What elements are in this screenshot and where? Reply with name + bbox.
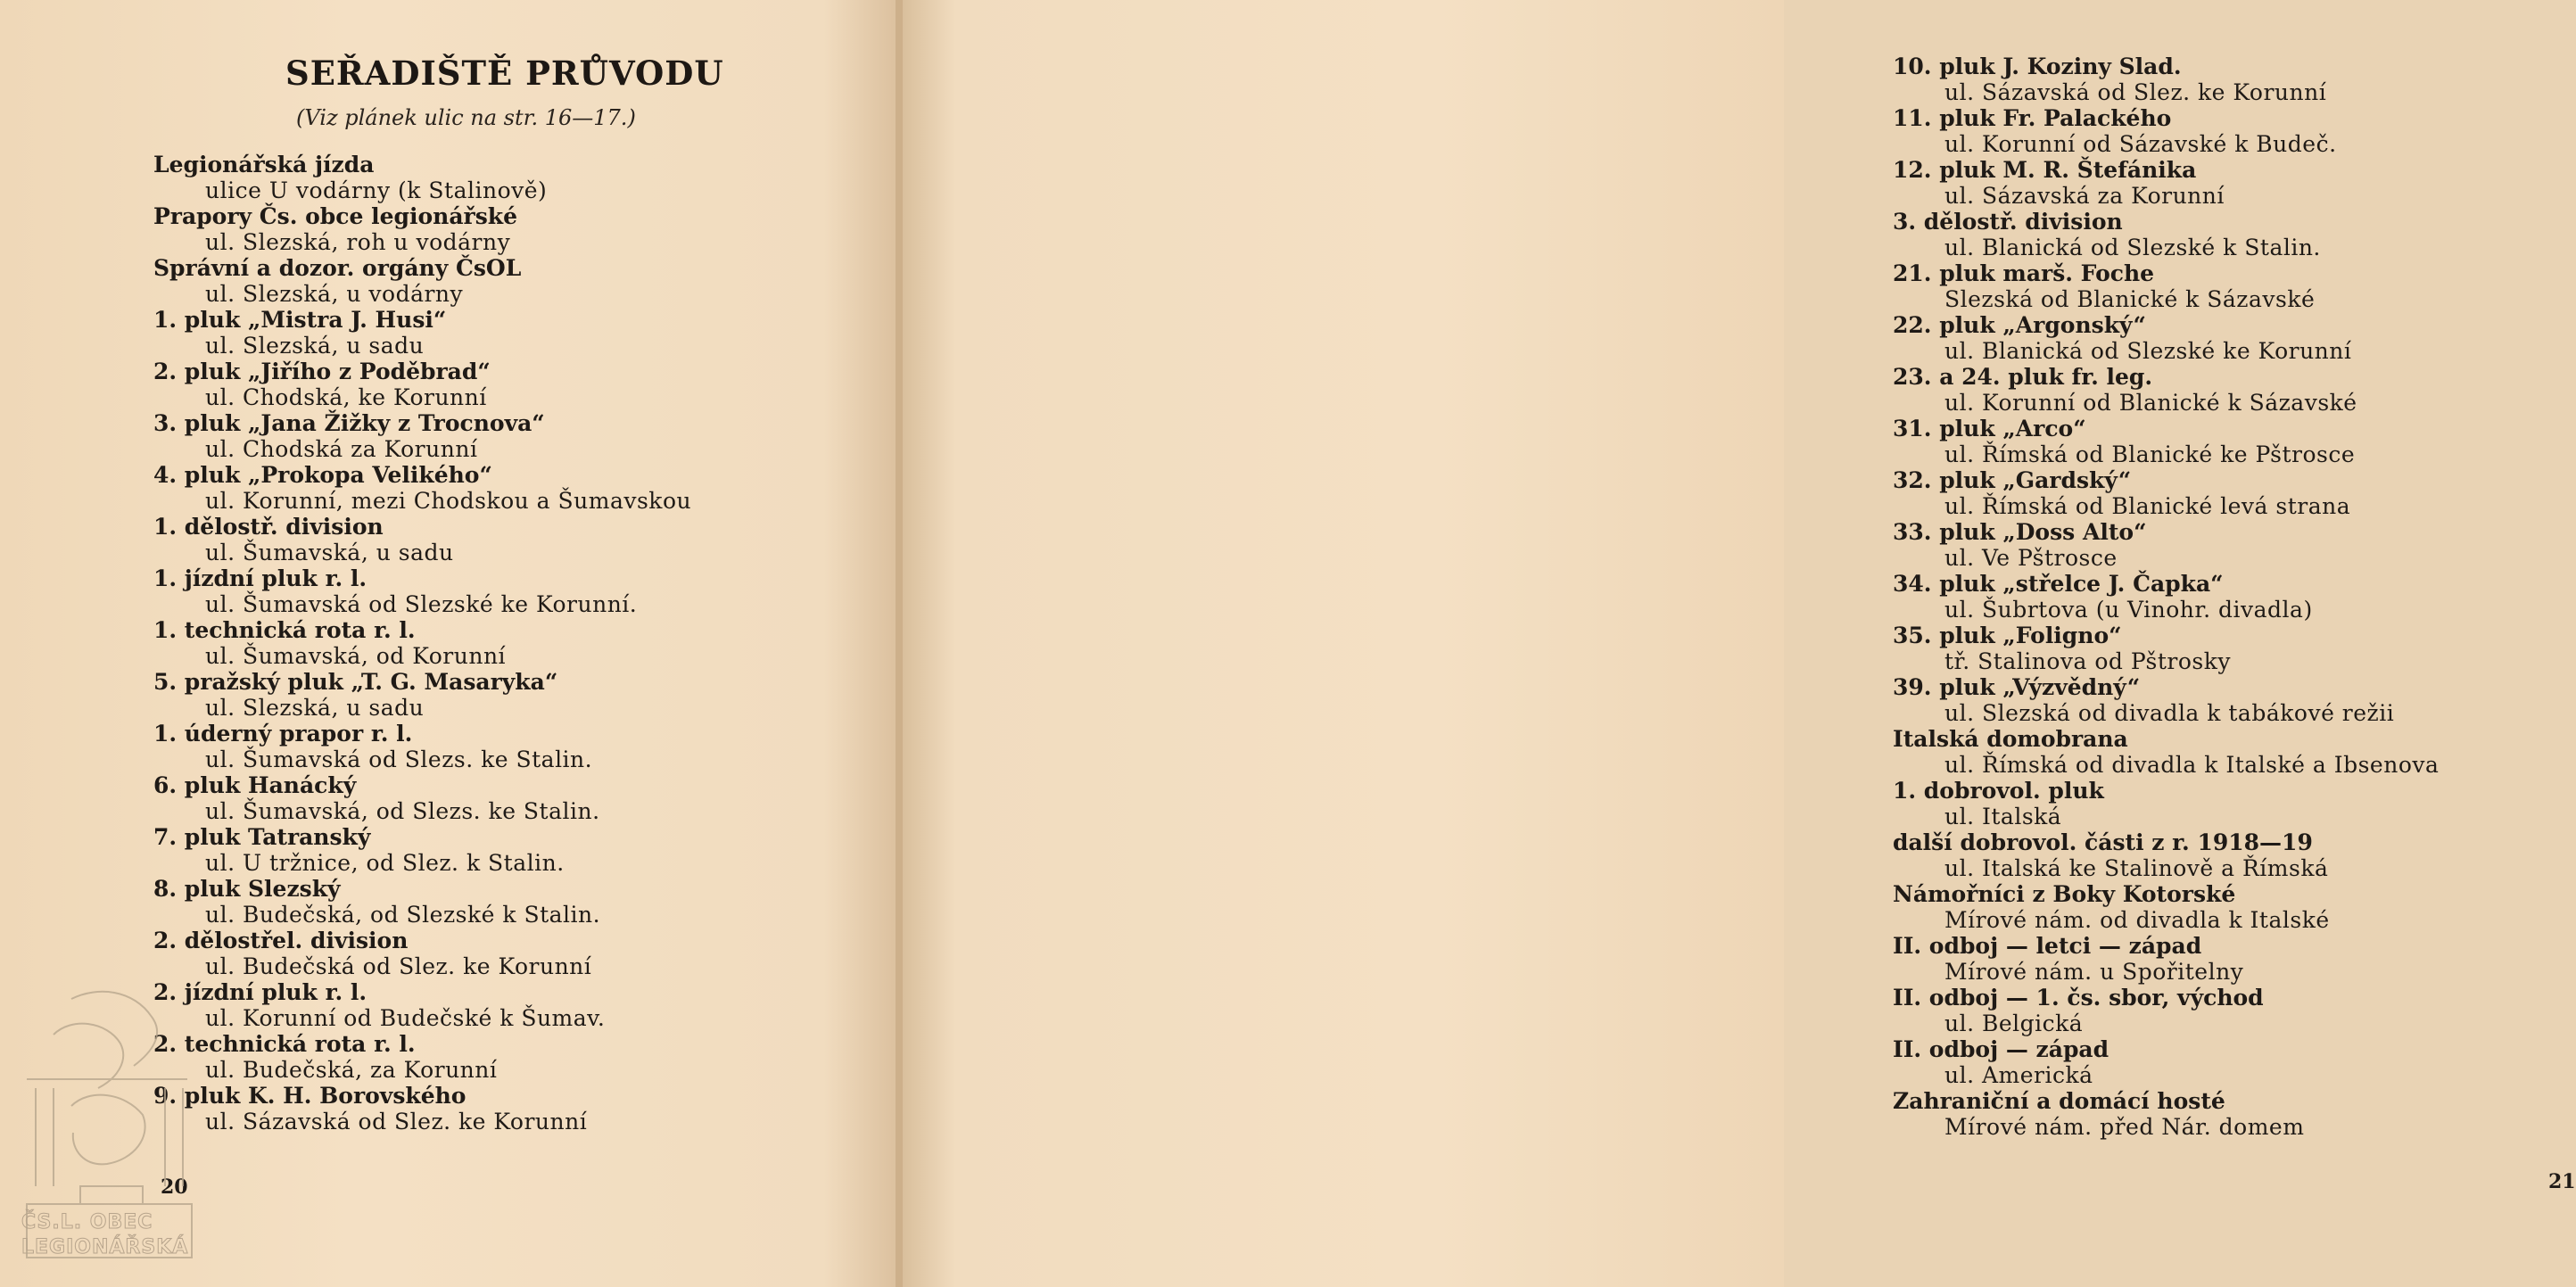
- entry-location: ul. Sázavská za Korunní: [1944, 183, 2225, 209]
- list-item: [1893, 467, 2439, 519]
- list-item: [153, 824, 691, 876]
- entry-location: ul. Blanická od Slezské ke Korunní: [1944, 338, 2352, 364]
- page-title: SEŘADIŠTĚ PRŮVODU: [285, 54, 724, 93]
- entry-unit-name: 6. pluk Hanácký: [153, 772, 357, 798]
- entry-location: ul. Římská od divadla k Italské a Ibsenova: [1944, 752, 2440, 778]
- entry-location: ul. Šumavská od Slezs. ke Stalin.: [205, 747, 593, 772]
- entry-unit-name: 2. technická rota r. l.: [153, 1031, 416, 1057]
- list-item: [153, 565, 691, 617]
- entry-unit-name: 1. pluk „Mistra J. Husi“: [153, 307, 447, 333]
- entry-unit-name: 12. pluk M. R. Štefánika: [1893, 157, 2197, 183]
- entry-unit-name: 2. dělostřel. division: [153, 928, 409, 953]
- entry-unit-name: 39. pluk „Výzvědný“: [1893, 674, 2141, 700]
- entry-unit-name: 21. pluk marš. Foche: [1893, 260, 2155, 286]
- entry-unit-name: 2. pluk „Jiřího z Poděbrad“: [153, 359, 491, 384]
- list-item: [1893, 571, 2439, 623]
- entry-unit-name: 4. pluk „Prokopa Velikého“: [153, 462, 492, 488]
- list-item: [153, 617, 691, 669]
- entry-unit-name: Zahraniční a domácí hosté: [1893, 1088, 2225, 1114]
- entry-unit-name: II. odboj — 1. čs. sbor, východ: [1893, 985, 2264, 1011]
- entry-unit-name: 1. úderný prapor r. l.: [153, 721, 413, 747]
- page-number-right: 21: [2548, 1170, 2576, 1193]
- list-item: [153, 1083, 691, 1134]
- list-item: [153, 928, 691, 979]
- entry-location: ul. Slezská, u sadu: [205, 333, 425, 359]
- watermark-line-1: ČS.L. OBEC: [21, 1211, 153, 1233]
- entry-unit-name: Správní a dozor. orgány ČsOL: [153, 255, 522, 281]
- entry-location: ul. Šumavská, u sadu: [205, 540, 454, 565]
- list-item: [1893, 209, 2439, 260]
- entry-location: ul. Chodská, ke Korunní: [205, 384, 487, 410]
- list-item: [1893, 1088, 2439, 1140]
- list-item: [153, 410, 691, 462]
- entry-location: ul. Slezská, roh u vodárny: [205, 229, 511, 255]
- entry-unit-name: 3. dělostř. division: [1893, 209, 2123, 235]
- entry-unit-name: 34. pluk „střelce J. Čapka“: [1893, 571, 2224, 597]
- list-item: [1893, 674, 2439, 726]
- entry-unit-name: 1. technická rota r. l.: [153, 617, 416, 643]
- entry-location: ul. U tržnice, od Slez. k Stalin.: [205, 850, 565, 876]
- entry-location: ul. Šumavská, od Slezs. ke Stalin.: [205, 798, 600, 824]
- list-item: [1893, 778, 2439, 829]
- list-item: [153, 307, 691, 359]
- entry-location: Mírové nám. od divadla k Italské: [1944, 907, 2330, 933]
- list-item: [153, 152, 691, 203]
- list-item: [153, 462, 691, 514]
- left-entry-list: [153, 152, 691, 1134]
- entry-unit-name: 1. dobrovol. pluk: [1893, 778, 2104, 804]
- list-item: [153, 359, 691, 410]
- entry-location: ul. Italská ke Stalinově a Římská: [1944, 855, 2329, 881]
- entry-unit-name: 1. dělostř. division: [153, 514, 384, 540]
- entry-location: ul. Blanická od Slezské k Stalin.: [1944, 235, 2321, 260]
- list-item: [153, 1031, 691, 1083]
- entry-unit-name: 7. pluk Tatranský: [153, 824, 371, 850]
- entry-location: ul. Budečská, od Slezské k Stalin.: [205, 902, 601, 928]
- left-page: [0, 0, 896, 1287]
- entry-location: tř. Stalinova od Pštrosky: [1944, 648, 2231, 674]
- entry-location: ul. Sázavská od Slez. ke Korunní: [205, 1109, 588, 1134]
- entry-location: ul. Budečská od Slez. ke Korunní: [205, 953, 592, 979]
- entry-unit-name: 31. pluk „Arco“: [1893, 416, 2086, 441]
- entry-unit-name: další dobrovol. části z r. 1918—19: [1893, 829, 2313, 855]
- entry-unit-name: 22. pluk „Argonský“: [1893, 312, 2146, 338]
- entry-location: ul. Šumavská, od Korunní: [205, 643, 507, 669]
- entry-location: ul. Římská od Blanické ke Pštrosce: [1944, 441, 2356, 467]
- list-item: [1893, 881, 2439, 933]
- list-item: [153, 876, 691, 928]
- list-item: [1893, 157, 2439, 209]
- entry-unit-name: Prapory Čs. obce legionářské: [153, 203, 517, 229]
- book-gutter: [896, 0, 903, 1287]
- list-item: [1893, 260, 2439, 312]
- list-item: [1893, 1036, 2439, 1088]
- entry-location: ul. Slezská, u vodárny: [205, 281, 464, 307]
- entry-location: ul. Belgická: [1944, 1011, 2084, 1036]
- entry-location: ul. Korunní od Sázavské k Budeč.: [1944, 131, 2337, 157]
- list-item: [1893, 933, 2439, 985]
- list-item: [153, 721, 691, 772]
- list-item: [1893, 364, 2439, 416]
- entry-unit-name: 11. pluk Fr. Palackého: [1893, 105, 2172, 131]
- entry-unit-name: 10. pluk J. Koziny Slad.: [1893, 54, 2182, 79]
- entry-unit-name: Italská domobrana: [1893, 726, 2128, 752]
- entry-unit-name: II. odboj — západ: [1893, 1036, 2110, 1062]
- page-subtitle: (Viz plánek ulic na str. 16—17.): [296, 105, 636, 130]
- list-item: [153, 203, 691, 255]
- entry-unit-name: II. odboj — letci — západ: [1893, 933, 2202, 959]
- entry-location: ul. Korunní od Budečské k Šumav.: [205, 1005, 606, 1031]
- entry-unit-name: 2. jízdní pluk r. l.: [153, 979, 367, 1005]
- entry-location: ul. Šubrtova (u Vinohr. divadla): [1944, 597, 2313, 623]
- list-item: [153, 669, 691, 721]
- entry-location: ul. Italská: [1944, 804, 2062, 829]
- entry-unit-name: Legionářská jízda: [153, 152, 375, 177]
- entry-location: ul. Slezská, u sadu: [205, 695, 425, 721]
- entry-location: ul. Sázavská od Slez. ke Korunní: [1944, 79, 2327, 105]
- list-item: [153, 979, 691, 1031]
- entry-location: ul. Korunní, mezi Chodskou a Šumavskou: [205, 488, 692, 514]
- list-item: [153, 772, 691, 824]
- entry-unit-name: Námořníci z Boky Kotorské: [1893, 881, 2236, 907]
- entry-location: ulice U vodárny (k Stalinově): [205, 177, 548, 203]
- entry-location: ul. Chodská za Korunní: [205, 436, 478, 462]
- list-item: [1893, 105, 2439, 157]
- entry-unit-name: 5. pražský pluk „T. G. Masaryka“: [153, 669, 558, 695]
- list-item: [1893, 519, 2439, 571]
- entry-location: ul. Římská od Blanické levá strana: [1944, 493, 2351, 519]
- list-item: [1893, 726, 2439, 778]
- list-item: [153, 255, 691, 307]
- entry-unit-name: 1. jízdní pluk r. l.: [153, 565, 367, 591]
- entry-location: ul. Americká: [1944, 1062, 2093, 1088]
- list-item: [1893, 416, 2439, 467]
- entry-location: ul. Korunní od Blanické k Sázavské: [1944, 390, 2357, 416]
- page-number-left: 20: [161, 1176, 188, 1199]
- right-page: [903, 0, 2576, 1287]
- entry-location: Mírové nám. před Nár. domem: [1944, 1114, 2305, 1140]
- list-item: [1893, 54, 2439, 105]
- entry-unit-name: 3. pluk „Jana Žižky z Trocnova“: [153, 410, 545, 436]
- list-item: [1893, 312, 2439, 364]
- entry-unit-name: 23. a 24. pluk fr. leg.: [1893, 364, 2153, 390]
- entry-location: Mírové nám. u Spořitelny: [1944, 959, 2244, 985]
- entry-unit-name: 8. pluk Slezský: [153, 876, 341, 902]
- list-item: [1893, 829, 2439, 881]
- right-entry-list: [1893, 54, 2439, 1140]
- entry-location: ul. Slezská od divadla k tabákové režii: [1944, 700, 2395, 726]
- entry-unit-name: 33. pluk „Doss Alto“: [1893, 519, 2147, 545]
- entry-location: ul. Šumavská od Slezské ke Korunní.: [205, 591, 638, 617]
- watermark-line-2: LEGIONÁŘSKÁ: [21, 1236, 189, 1258]
- entry-unit-name: 35. pluk „Foligno“: [1893, 623, 2122, 648]
- entry-location: Slezská od Blanické k Sázavské: [1944, 286, 2316, 312]
- entry-unit-name: 9. pluk K. H. Borovského: [153, 1083, 466, 1109]
- list-item: [1893, 985, 2439, 1036]
- entry-unit-name: 32. pluk „Gardský“: [1893, 467, 2132, 493]
- entry-location: ul. Ve Pštrosce: [1944, 545, 2118, 571]
- list-item: [153, 514, 691, 565]
- list-item: [1893, 623, 2439, 674]
- entry-location: ul. Budečská, za Korunní: [205, 1057, 498, 1083]
